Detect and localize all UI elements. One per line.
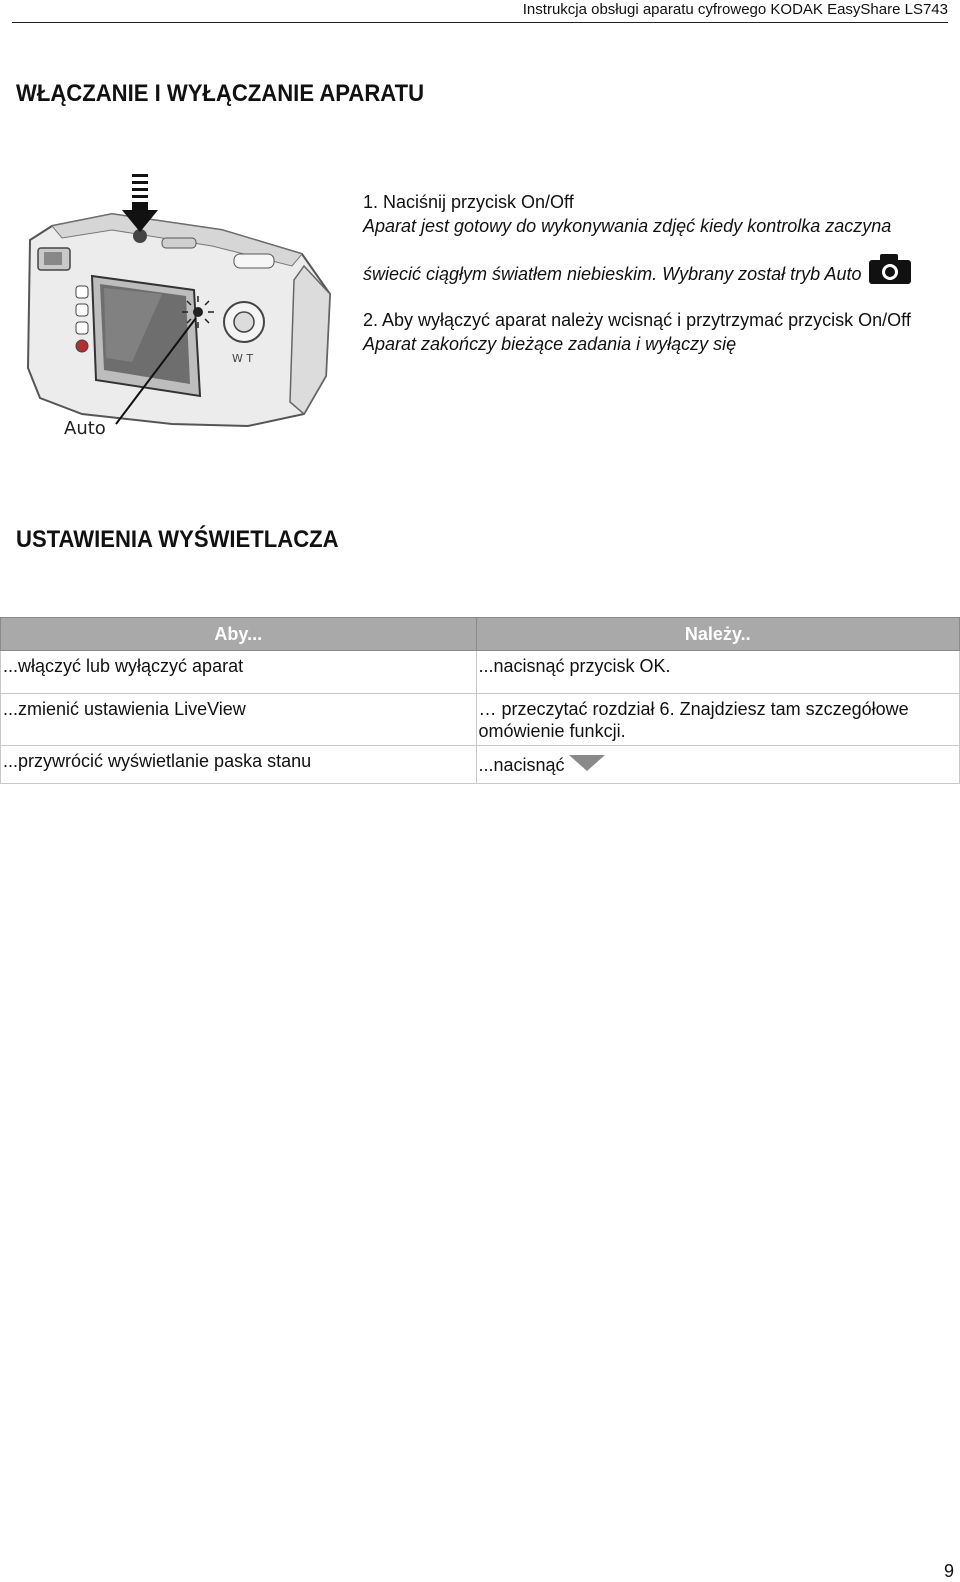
table-row xyxy=(1,694,960,746)
section-title-power: WŁĄCZANIE I WYŁĄCZANIE APARATU xyxy=(16,80,425,107)
table-cell-action: ...przywrócić wyświetlanie paska stanu xyxy=(1,746,477,784)
down-arrow-icon xyxy=(569,754,605,776)
step1-note-2-text: świecić ciągłym światłem niebieskim. Wybrany został tryb Auto xyxy=(363,264,862,284)
table-cell-instruction xyxy=(476,746,960,784)
step2-text: 2. Aby wyłączyć aparat należy wcisnąć i przytrzymać przycisk On/Off xyxy=(363,310,911,330)
power-instructions xyxy=(363,190,953,356)
camera-illustration xyxy=(12,162,344,450)
illustration-label-auto: Auto xyxy=(64,418,106,439)
document-header xyxy=(12,0,948,23)
table-header-should: Należy.. xyxy=(476,618,960,651)
step1-note-1: Aparat jest gotowy do wykonywania zdjęć kiedy kontrolka zaczyna xyxy=(363,216,892,236)
camera-mode-icon xyxy=(867,252,913,292)
table-header-row xyxy=(1,618,960,651)
table-cell-instruction: ...nacisnąć przycisk OK. xyxy=(476,651,960,694)
page-number: 9 xyxy=(943,1561,954,1581)
table-cell-instruction-text: ...nacisnąć xyxy=(478,755,565,775)
step2-note: Aparat zakończy bieżące zadania i wyłączy się xyxy=(363,334,737,354)
table-row xyxy=(1,651,960,694)
display-settings-table xyxy=(0,617,960,784)
header-title: Instrukcja obsługi aparatu cyfrowego KODAK EasyShare LS743 xyxy=(522,1,948,18)
step1-note-2 xyxy=(363,252,953,292)
svg-text:W T: W T xyxy=(232,352,254,365)
step1-text: 1. Naciśnij przycisk On/Off xyxy=(363,192,574,212)
table-cell-action: ...włączyć lub wyłączyć aparat xyxy=(1,651,477,694)
table-header-to: Aby... xyxy=(1,618,477,651)
table-cell-instruction: … przeczytać rozdział 6. Znajdziesz tam szczegółowe omówienie funkcji. xyxy=(476,694,960,746)
table-cell-action: ...zmienić ustawienia LiveView xyxy=(1,694,477,746)
section-title-display: USTAWIENIA WYŚWIETLACZA xyxy=(16,526,339,553)
table-row xyxy=(1,746,960,784)
